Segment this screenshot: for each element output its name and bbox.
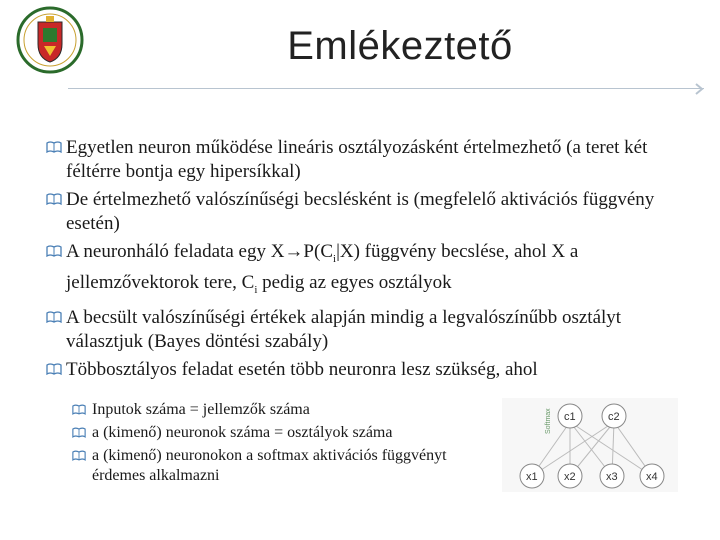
- bullet-text: Többosztályos feladat esetén több neuronra lesz szükség, ahol: [66, 358, 538, 380]
- network-diagram: [502, 398, 678, 492]
- bullet-text-d: pedig az egyes osztályok: [257, 271, 452, 293]
- open-book-icon: [46, 193, 62, 205]
- input-node-x2: [558, 464, 582, 488]
- node-label: x2: [564, 471, 576, 483]
- open-book-icon: [46, 245, 62, 257]
- node-label: x1: [526, 471, 538, 483]
- sub-bullet-item: [72, 400, 492, 420]
- sub-bullet-text: Inputok száma = jellemzők száma: [92, 401, 310, 418]
- subscript-i: i: [333, 252, 337, 265]
- input-node-x4: [640, 464, 664, 488]
- open-book-icon: [72, 450, 86, 461]
- open-book-icon: [46, 311, 62, 323]
- sub-bullet-item: [72, 423, 492, 443]
- output-node-c1: [558, 404, 582, 428]
- node-label: x3: [606, 471, 618, 483]
- bullet-text-b: P(C: [303, 241, 333, 262]
- sub-bullet-text: a (kimenő) neuronokon a softmax aktivációs függvényt érdemes alkalmazni: [92, 447, 447, 484]
- softmax-side-label: Softmax: [545, 408, 552, 434]
- sub-bullet-list: [72, 400, 492, 489]
- arrow-symbol: →: [284, 241, 304, 262]
- slide-title: Emlékeztető: [287, 24, 513, 68]
- bullet-item: [44, 136, 684, 184]
- node-label: x4: [646, 471, 658, 483]
- bullet-text: Egyetlen neuron működése lineáris osztályozásként értelmezhető (a teret két féltérre bontja egy hipersíkkal): [66, 137, 648, 182]
- bullet-item: [44, 306, 684, 354]
- bullet-text-c: |X) függvény becslése, ahol X a jellemzővektorok tere, C: [66, 241, 579, 293]
- coat-of-arms-logo: [16, 6, 84, 74]
- title-divider: [68, 88, 704, 89]
- bullet-text: A becsült valószínűségi értékek alapján mindig a legvalószínűbb osztályt választjuk (Bayes döntési szabály): [66, 306, 622, 352]
- bullet-item: [44, 240, 684, 302]
- node-label: c2: [608, 411, 620, 423]
- input-node-x3: [600, 464, 624, 488]
- chevron-right-icon[interactable]: [692, 82, 706, 96]
- open-book-icon: [46, 363, 62, 375]
- sub-bullet-text: a (kimenő) neuronok száma = osztályok száma: [92, 424, 393, 441]
- open-book-icon: [46, 141, 62, 153]
- bullet-item: [44, 188, 684, 236]
- open-book-icon: [72, 404, 86, 415]
- bullet-item: [44, 358, 684, 382]
- bullet-text: De értelmezhető valószínűségi becslésként is (megfelelő aktivációs függvény esetén): [66, 189, 655, 234]
- bullet-list: [44, 136, 684, 386]
- subscript-i: i: [254, 283, 258, 296]
- output-node-c2: [602, 404, 626, 428]
- sub-bullet-item: [72, 446, 492, 486]
- input-node-x1: [520, 464, 544, 488]
- bullet-text-a: A neuronháló feladata egy X: [66, 241, 285, 262]
- open-book-icon: [72, 427, 86, 438]
- node-label: c1: [564, 411, 576, 423]
